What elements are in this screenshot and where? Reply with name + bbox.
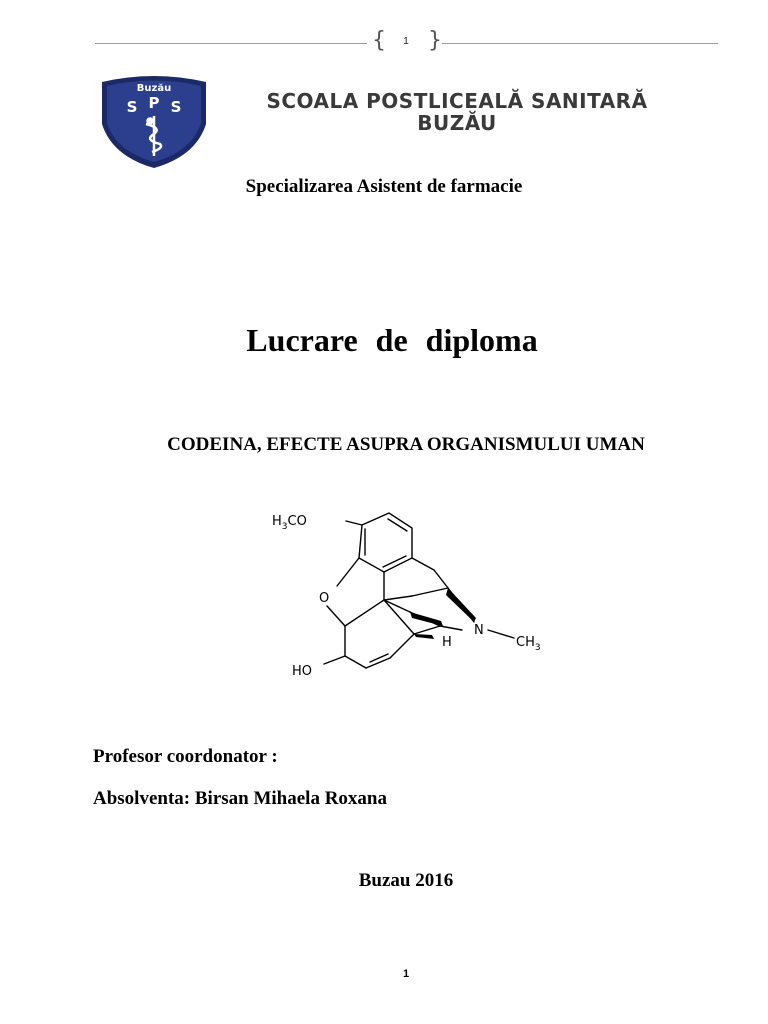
- school-name-line1: SCOALA POSTLICEALĂ SANITARĂ: [266, 89, 648, 113]
- hydroxyl-label: HO: [292, 664, 313, 679]
- thesis-title: CODEINA, EFECTE ASUPRA ORGANISMULUI UMAN: [167, 434, 645, 455]
- graduate-line: Absolventa: Birsan Mihaela Roxana: [93, 788, 387, 809]
- school-logo: [96, 72, 212, 170]
- codeine-structure-diagram: [262, 500, 552, 690]
- header-right-brace: }: [428, 28, 442, 53]
- nitrogen-label: N: [474, 623, 484, 638]
- coordinator-line: Profesor coordonator :: [93, 746, 278, 767]
- school-name: [222, 90, 692, 134]
- header-left-brace: {: [372, 28, 386, 53]
- methyl-label: $CH_3$: [516, 635, 541, 653]
- aromatic-ring: [359, 513, 412, 572]
- logo-initial-2: P: [148, 94, 160, 112]
- header-page-number: 1: [403, 36, 409, 47]
- hydrogen-label: H: [442, 635, 452, 650]
- header-rule-left: [95, 43, 367, 44]
- thesis-type: Lucrare de diploma: [246, 322, 538, 358]
- oxygen-label: O: [319, 591, 330, 606]
- logo-city-text: Buzău: [136, 83, 172, 94]
- logo-initial-1: S: [126, 98, 138, 116]
- logo-initial-3: S: [170, 98, 182, 116]
- city-year: Buzau 2016: [358, 870, 454, 891]
- school-name-line2: BUZĂU: [417, 111, 497, 135]
- specialization: Specializarea Asistent de farmacie: [245, 176, 523, 197]
- methoxy-label: $H_3CO$: [272, 514, 307, 532]
- footer-page-number: 1: [402, 968, 410, 980]
- header-rule-right: [442, 43, 718, 44]
